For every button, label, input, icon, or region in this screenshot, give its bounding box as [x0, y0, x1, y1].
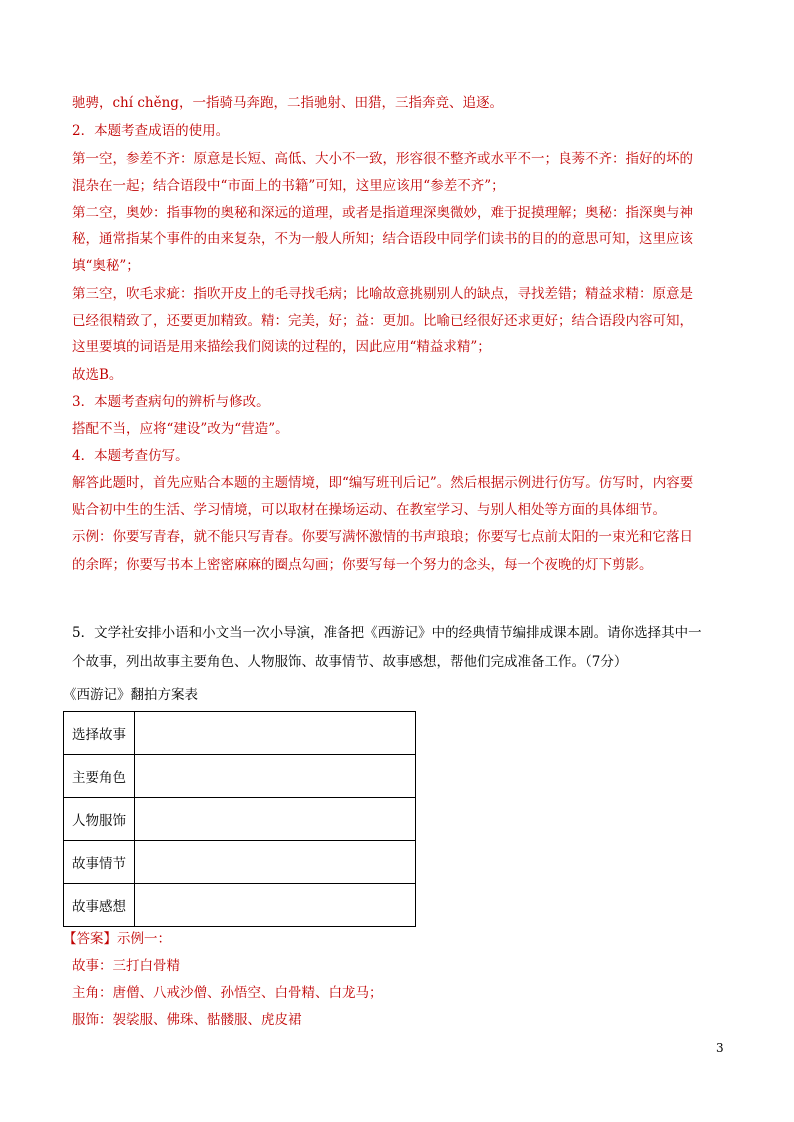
analysis-line: 故选B。 [72, 367, 123, 383]
table-answer-cell[interactable] [135, 712, 416, 755]
analysis-line: 驰骋，chí chěng，一指骑马奔跑，二指驰射、田猎，三指奔竞、追逐。 [72, 95, 503, 111]
answer-intro: 示例一： [117, 931, 171, 947]
table-row-label: 人物服饰 [64, 798, 135, 841]
analysis-line: 第一空，参差不齐：原意是长短、高低、大小不一致，形容很不整齐或水平不一；良莠不齐：指好的坏的 [72, 151, 693, 167]
table-row [64, 884, 416, 927]
answer-line: 服饰：袈裟服、佛珠、骷髅服、虎皮裙 [72, 1012, 302, 1028]
table-answer-cell[interactable] [135, 841, 416, 884]
analysis-line: 搭配不当，应将“建设”改为“营造”。 [72, 421, 289, 437]
analysis-line: 这里要填的词语是用来描绘我们阅读的过程的，因此应用“精益求精”； [72, 339, 491, 355]
table-answer-cell[interactable] [135, 798, 416, 841]
table-row [64, 712, 416, 755]
question-5-line: 个故事，列出故事主要角色、人物服饰、故事情节、故事感想，帮他们完成准备工作。（7分） [72, 654, 628, 670]
table-row-label: 主要角色 [64, 755, 135, 798]
analysis-line: 第三空，吹毛求疵：指吹开皮上的毛寻找毛病；比喻故意挑剔别人的缺点，寻找差错；精益求精：原意是 [72, 286, 693, 302]
analysis-line: 贴合初中生的生活、学习情境，可以取材在操场运动、在教室学习、与别人相处等方面的具体细节。 [72, 502, 666, 518]
table-answer-cell[interactable] [135, 755, 416, 798]
table-row [64, 755, 416, 798]
answer-header [63, 930, 723, 948]
table-row [64, 798, 416, 841]
answer-line: 主角：唐僧、八戒沙僧、孙悟空、白骨精、白龙马； [72, 985, 383, 1001]
analysis-line: 第二空，奥妙：指事物的奥秘和深远的道理，或者是指道理深奥微妙，难于捉摸理解；奥秘：指深奥与神 [72, 205, 693, 221]
analysis-line: 4．本题考查仿写。 [72, 448, 189, 464]
table-row-label: 故事感想 [64, 884, 135, 927]
analysis-line: 的余晖；你要写书本上密密麻麻的圈点勾画；你要写每一个努力的念头，每一个夜晚的灯下剪影。 [72, 557, 653, 573]
table-row-label: 故事情节 [64, 841, 135, 884]
answer-line: 故事：三打白骨精 [72, 958, 180, 974]
analysis-line: 2．本题考查成语的使用。 [72, 123, 230, 139]
table-row [64, 841, 416, 884]
analysis-line: 已经很精致了，还要更加精致。精：完美，好；益：更加。比喻已经很好还求更好；结合语段内容可知， [72, 313, 693, 329]
analysis-line: 示例：你要写青春，就不能只写青春。你要写满怀激情的书声琅琅；你要写七点前太阳的一束光和它落日 [72, 529, 693, 545]
table-row-label: 选择故事 [64, 712, 135, 755]
analysis-line: 3．本题考查病句的辨析与修改。 [72, 394, 270, 410]
page-number: 3 [716, 1041, 724, 1055]
table-title: 《西游记》翻拍方案表 [63, 687, 198, 703]
analysis-line: 混杂在一起；结合语段中“市面上的书籍”可知，这里应该用“参差不齐”； [72, 178, 505, 194]
question-5-line: 5．文学社安排小语和小文当一次小导演，准备把《西游记》中的经典情节编排成课本剧。请你选择其中一 [72, 625, 702, 641]
analysis-line: 解答此题时，首先应贴合本题的主题情境，即“编写班刊后记”。然后根据示例进行仿写。仿写时，内容要 [72, 475, 694, 491]
analysis-line: 填“奥秘”； [72, 258, 140, 274]
answer-tag: 【答案】 [63, 931, 117, 947]
analysis-line: 秘，通常指某个事件的由来复杂，不为一般人所知；结合语段中同学们读书的目的的意思可知，这里应该 [72, 231, 693, 247]
plan-table [63, 711, 416, 927]
table-answer-cell[interactable] [135, 884, 416, 927]
